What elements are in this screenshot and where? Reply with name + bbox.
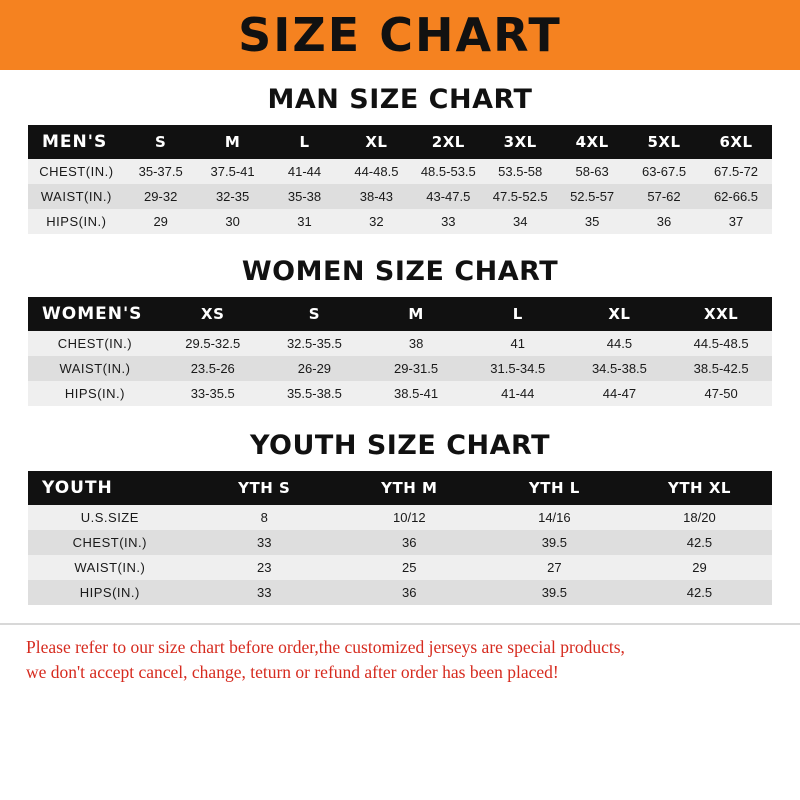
row-label: U.S.SIZE: [28, 505, 192, 530]
table-row: [28, 209, 772, 234]
cell: 47.5-52.5: [484, 184, 556, 209]
cell: 42.5: [627, 530, 772, 555]
cell: 57-62: [628, 184, 700, 209]
cell: 42.5: [627, 580, 772, 605]
cell: 36: [337, 580, 482, 605]
column-header: L: [467, 297, 569, 331]
cell: 38.5-42.5: [670, 356, 772, 381]
cell: 29.5-32.5: [162, 331, 264, 356]
cell: 36: [337, 530, 482, 555]
cell: 44.5-48.5: [670, 331, 772, 356]
row-label: CHEST(IN.): [28, 530, 192, 555]
cell: 33: [412, 209, 484, 234]
cell: 41-44: [467, 381, 569, 406]
column-header: L: [269, 125, 341, 159]
women-size-section: [0, 256, 800, 406]
cell: 33: [192, 580, 337, 605]
column-header: S: [125, 125, 197, 159]
table-header-row: [28, 125, 772, 159]
cell: 8: [192, 505, 337, 530]
row-label: WAIST(IN.): [28, 555, 192, 580]
column-header: YTH M: [337, 471, 482, 505]
cell: 63-67.5: [628, 159, 700, 184]
women-section-title: WOMEN SIZE CHART: [241, 256, 559, 287]
cell: 38: [365, 331, 467, 356]
footer-line-1: Please refer to our size chart before order,the customized jerseys are special products,: [26, 637, 625, 657]
cell: 41: [467, 331, 569, 356]
column-header: XS: [162, 297, 264, 331]
column-header: 6XL: [700, 125, 772, 159]
page-title: SIZE CHART: [238, 8, 562, 62]
table-row: [28, 555, 772, 580]
cell: 38.5-41: [365, 381, 467, 406]
cell: 35.5-38.5: [264, 381, 366, 406]
cell: 32-35: [197, 184, 269, 209]
row-label: HIPS(IN.): [28, 381, 162, 406]
column-header: 4XL: [556, 125, 628, 159]
youth-size-table: [28, 471, 772, 605]
row-label: HIPS(IN.): [28, 209, 125, 234]
column-header: S: [264, 297, 366, 331]
cell: 38-43: [340, 184, 412, 209]
man-size-section: [0, 84, 800, 234]
cell: 33-35.5: [162, 381, 264, 406]
youth-section-title: YOUTH SIZE CHART: [249, 430, 551, 461]
cell: 41-44: [269, 159, 341, 184]
cell: 62-66.5: [700, 184, 772, 209]
table-row: [28, 381, 772, 406]
column-header: YTH XL: [627, 471, 772, 505]
page-banner: [0, 0, 800, 70]
column-header: XL: [569, 297, 671, 331]
cell: 23: [192, 555, 337, 580]
cell: 14/16: [482, 505, 627, 530]
cell: 67.5-72: [700, 159, 772, 184]
table-row: [28, 331, 772, 356]
cell: 35-38: [269, 184, 341, 209]
table-row: [28, 580, 772, 605]
cell: 34: [484, 209, 556, 234]
cell: 29: [627, 555, 772, 580]
cell: 29-32: [125, 184, 197, 209]
cell: 39.5: [482, 530, 627, 555]
row-label: WAIST(IN.): [28, 356, 162, 381]
cell: 39.5: [482, 580, 627, 605]
table-header-row: [28, 297, 772, 331]
cell: 48.5-53.5: [412, 159, 484, 184]
women-size-table: [28, 297, 772, 406]
cell: 33: [192, 530, 337, 555]
footer-disclaimer: [0, 623, 800, 686]
column-header: M: [197, 125, 269, 159]
cell: 31.5-34.5: [467, 356, 569, 381]
row-label: WAIST(IN.): [28, 184, 125, 209]
column-header: M: [365, 297, 467, 331]
cell: 58-63: [556, 159, 628, 184]
table-row: [28, 530, 772, 555]
cell: 23.5-26: [162, 356, 264, 381]
table-header-row: [28, 471, 772, 505]
column-header: MEN'S: [28, 125, 125, 159]
cell: 26-29: [264, 356, 366, 381]
table-row: [28, 505, 772, 530]
cell: 31: [269, 209, 341, 234]
cell: 44-48.5: [340, 159, 412, 184]
cell: 53.5-58: [484, 159, 556, 184]
youth-size-section: [0, 430, 800, 605]
table-row: [28, 356, 772, 381]
cell: 35-37.5: [125, 159, 197, 184]
cell: 43-47.5: [412, 184, 484, 209]
column-header: YTH L: [482, 471, 627, 505]
man-size-table: [28, 125, 772, 234]
column-header: YOUTH: [28, 471, 192, 505]
column-header: XXL: [670, 297, 772, 331]
column-header: XL: [340, 125, 412, 159]
cell: 37.5-41: [197, 159, 269, 184]
cell: 29: [125, 209, 197, 234]
column-header: 2XL: [412, 125, 484, 159]
cell: 36: [628, 209, 700, 234]
table-row: [28, 184, 772, 209]
cell: 25: [337, 555, 482, 580]
row-label: CHEST(IN.): [28, 159, 125, 184]
column-header: YTH S: [192, 471, 337, 505]
column-header: 3XL: [484, 125, 556, 159]
cell: 29-31.5: [365, 356, 467, 381]
cell: 18/20: [627, 505, 772, 530]
cell: 32.5-35.5: [264, 331, 366, 356]
cell: 27: [482, 555, 627, 580]
cell: 10/12: [337, 505, 482, 530]
cell: 44.5: [569, 331, 671, 356]
row-label: CHEST(IN.): [28, 331, 162, 356]
cell: 44-47: [569, 381, 671, 406]
cell: 30: [197, 209, 269, 234]
cell: 32: [340, 209, 412, 234]
cell: 34.5-38.5: [569, 356, 671, 381]
table-row: [28, 159, 772, 184]
man-section-title: MAN SIZE CHART: [267, 84, 533, 115]
column-header: 5XL: [628, 125, 700, 159]
cell: 52.5-57: [556, 184, 628, 209]
footer-line-2: we don't accept cancel, change, teturn or refund after order has been placed!: [26, 662, 559, 683]
cell: 47-50: [670, 381, 772, 406]
cell: 37: [700, 209, 772, 234]
cell: 35: [556, 209, 628, 234]
row-label: HIPS(IN.): [28, 580, 192, 605]
column-header: WOMEN'S: [28, 297, 162, 331]
